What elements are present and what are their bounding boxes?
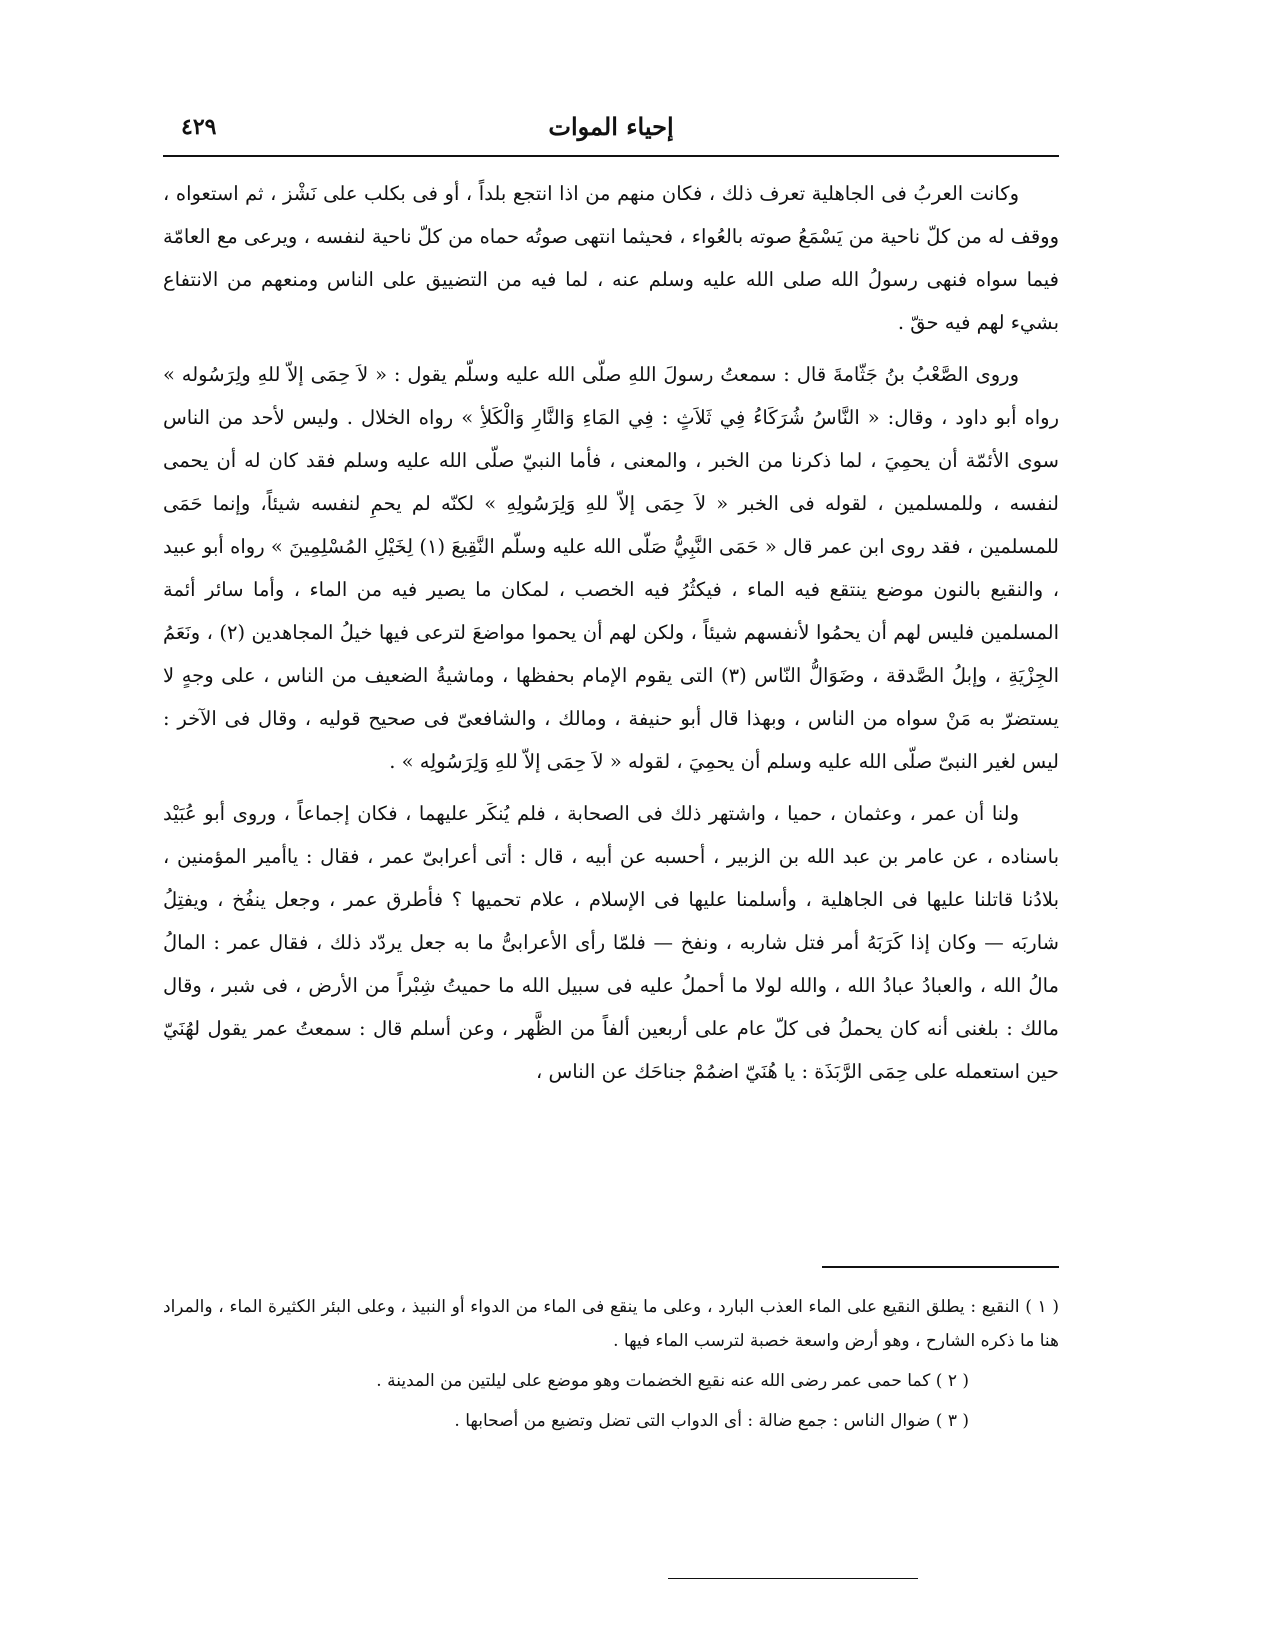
paragraph: وكانت العربُ فى الجاهلية تعرف ذلك ، فكان منهم من اذا انتجع بلداً ، أو فى بكلب على نَشْز ، ثم استعواه ، ووقف له من كلّ ناحية من يَسْمَعُ صوته بالعُواء ، فحيثما انتهى صوتُه حماه من كلّ ناحية لنفسه ، ويرعى مع العامّة فيما سواه فنهى رسولُ الله صلى الله عليه وسلم عنه ، لما فيه من التضييق على الناس ومنعهم من الانتفاع بشيء لهم فيه حقّ .	[163, 182, 1059, 334]
main-text	[163, 172, 1059, 1102]
header-rule	[163, 155, 1059, 157]
paragraph: ولنا أن عمر ، وعثمان ، حميا ، واشتهر ذلك فى الصحابة ، فلم يُنكَر عليهما ، فكان إجماعاً ، وروى أبو عُبَيْد باسناده ، عن عامر بن عبد الله بن الزبير ، أحسبه عن أبيه ، قال : أتى أعرابىّ عمر ، فقال : ياأمير المؤمنين ، بلادُنا قاتلنا عليها فى الجاهلية ، وأسلمنا عليها فى الإسلام ، علام تحميها ؟ فأطرق عمر ، وجعل ينفُخ ، ويفتِلُ شاربَه — وكان إذا كَرَبَهُ أمر فتل شاربه ، ونفخ — فلمّا رأى الأعرابىُّ ما به جعل يردّد ذلك ، فقال عمر : المالُ مالُ الله ، والعبادُ عبادُ الله ، والله لولا ما أحملُ عليه فى سبيل الله ما حميتُ شِبْراً من الأرض ، فى شبر ، وقال مالك : بلغنى أنه كان يحملُ فى كلّ عام على أربعين ألفاً من الظَّهر ، وعن أسلم قال : سمعتُ عمر يقول لهُنَيّ حين استعمله على حِمَى الرَّبَذَة : يا هُنَيّ اضمُمْ جناحَك عن الناس ،	[163, 802, 1059, 1083]
footnote: ( ٣ ) ضوال الناس : جمع ضالة : أى الدواب التى تضل وتضيع من أصحابها .	[454, 1411, 969, 1431]
footnote: ( ٢ ) كما حمى عمر رضى الله عنه نقيع الخضمات وهو موضع على ليلتين من المدينة .	[376, 1371, 969, 1391]
paragraph: وروى الصَّعْبُ بنُ جَثّامةَ قال : سمعتُ رسولَ اللهِ صلّى الله عليه وسلّم يقول : « لاَ حِمَى إلاّ للهِ ولِرَسُوله » رواه أبو داود ، وقال: « النَّاسُ شُرَكَاءُ فِي ثَلاَثٍ : فِي المَاءِ وَالنَّارِ وَالْكَلأِ » رواه الخلال . وليس لأحد من الناس سوى الأئمّة أن يحمِيَ ، لما ذكرنا من الخبر ، والمعنى ، فأما النبيّ صلّى الله عليه وسلم فقد كان له أن يحمى لنفسه ، وللمسلمين ، لقوله فى الخبر « لاَ حِمَى إلاّ للهِ وَلِرَسُولِهِ » لكنّه لم يحمِ لنفسه شيئاً، وإنما حَمَى للمسلمين ، فقد روى ابن عمر قال « حَمَى النَّبِيُّ صَلّى الله عليه وسلّم النَّقِيعَ (١) لِخَيْلِ المُسْلِمِينَ » رواه أبو عبيد ، والنقيع بالنون موضع ينتقع فيه الماء ، فيكثُرُ فيه الخصب ، لمكان ما يصير فيه من الماء ، وأما سائر أئمة المسلمين فليس لهم أن يحمُوا لأنفسهم شيئاً ، ولكن لهم أن يحموا مواضعَ لترعى فيها خيلُ المجاهدين (٢) ، ونَعَمُ الجِزْيَةِ ، وإبلُ الصَّدقة ، وضَوَالُّ النّاس (٣) التى يقوم الإمام بحفظها ، وماشيةُ الضعيف من الناس ، على وجهٍ لا يستضرّ به مَنْ سواه من الناس ، وبهذا قال أبو حنيفة ، ومالك ، والشافعىّ فى صحيح قوليه ، وقال فى الآخر : ليس لغير النبىّ صلّى الله عليه وسلم أن يحمِيَ ، لقوله « لاَ حِمَى إلاّ للهِ وَلِرَسُولِه » .	[163, 363, 1059, 773]
running-title: إحياء الموات	[548, 112, 674, 141]
footnote-separator	[822, 1266, 1059, 1268]
footnotes	[163, 1290, 1059, 1444]
bottom-rule	[668, 1578, 918, 1579]
footnote: ( ١ ) النقيع : يطلق النقيع على الماء العذب البارد ، وعلى ما ينقع فى الماء من الدواء أو النبيذ ، وعلى البئر الكثيرة الماء ، والمراد هنا ما ذكره الشارح ، وهو أرض واسعة خصبة لترسب الماء فيها .	[163, 1297, 1059, 1351]
page-number: ٤٢٩	[181, 114, 217, 140]
page-header	[163, 112, 1059, 148]
